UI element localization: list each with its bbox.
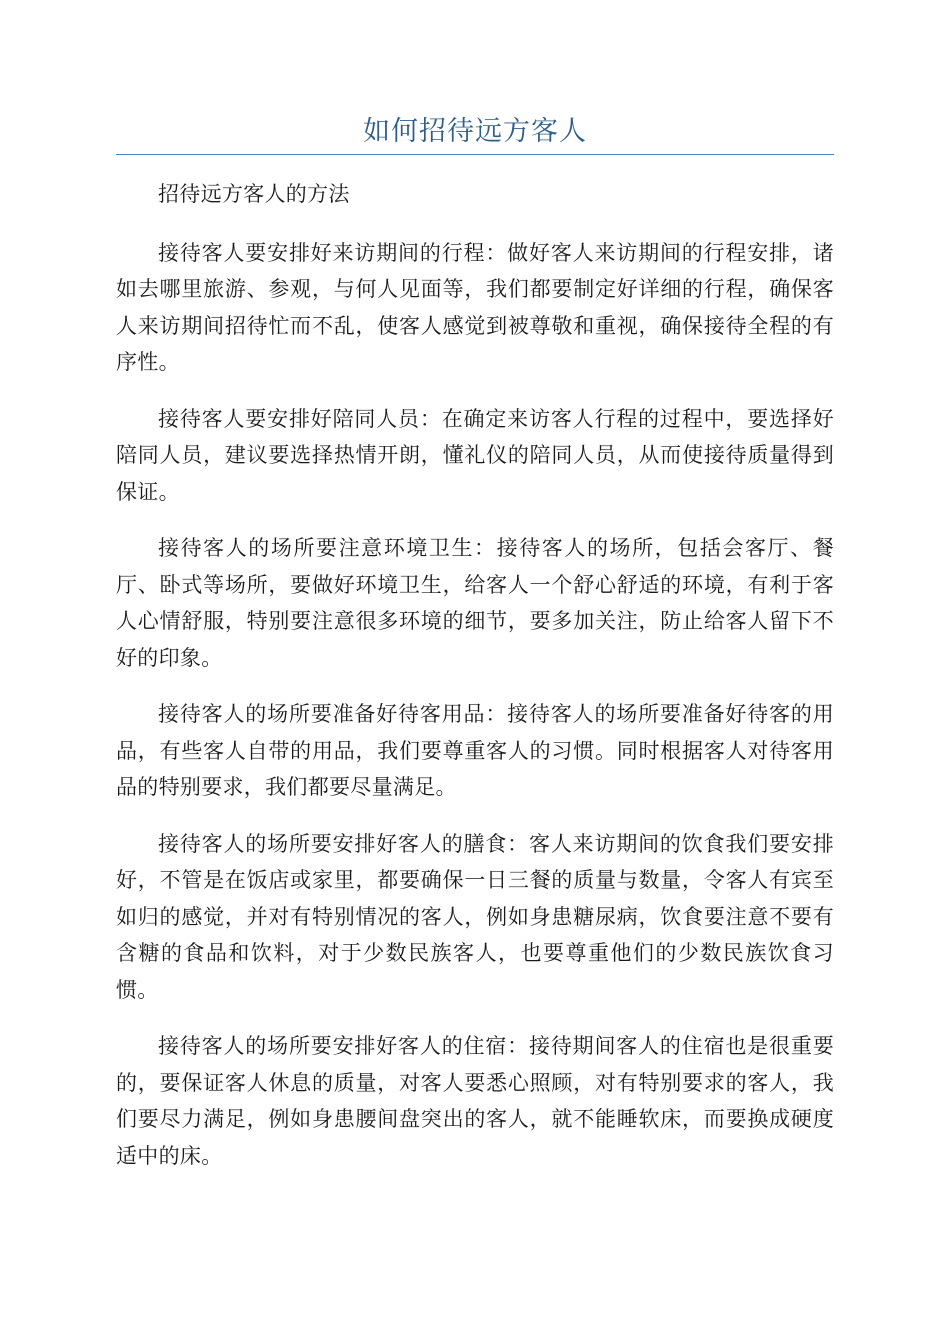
paragraph-hygiene: 接待客人的场所要注意环境卫生：接待客人的场所，包括会客厅、餐厅、卧式等场所，要做好环境卫生，给客人一个舒心舒适的环境，有利于客人心情舒服，特别要注意很多环境的细节，要多加关注，防止给客人留下不好的印象。 xyxy=(116,536,834,670)
section-subheading: 招待远方客人的方法 xyxy=(158,182,350,206)
paragraph-supplies: 接待客人的场所要准备好待客用品：接待客人的场所要准备好待客的用品，有些客人自带的用品，我们要尊重客人的习惯。同时根据客人对待客用品的特别要求，我们都要尽量满足。 xyxy=(116,702,834,799)
document-body xyxy=(116,176,834,1194)
document-title: 如何招待远方客人 xyxy=(363,116,587,147)
paragraph-accommodation: 接待客人的场所要安排好客人的住宿：接待期间客人的住宿也是很重要的，要保证客人休息的质量，对客人要悉心照顾，对有特别要求的客人，我们要尽力满足，例如身患腰间盘突出的客人，就不能睡软床，而要换成硬度适中的床。 xyxy=(116,1034,834,1168)
paragraph-meals: 接待客人的场所要安排好客人的膳食：客人来访期间的饮食我们要安排好，不管是在饭店或家里，都要确保一日三餐的质量与数量，令客人有宾至如归的感觉，并对有特别情况的客人，例如身患糖尿病，饮食要注意不要有含糖的食品和饮料，对于少数民族客人，也要尊重他们的少数民族饮食习惯。 xyxy=(116,831,834,1002)
title-underline xyxy=(116,154,834,155)
paragraph-escort-staff: 接待客人要安排好陪同人员：在确定来访客人行程的过程中，要选择好陪同人员，建议要选择热情开朗，懂礼仪的陪同人员，从而使接待质量得到保证。 xyxy=(116,406,834,504)
paragraph-itinerary: 接待客人要安排好来访期间的行程：做好客人来访期间的行程安排，诸如去哪里旅游、参观，与何人见面等，我们都要制定好详细的行程，确保客人来访期间招待忙而不乱，使客人感觉到被尊敬和重视，确保接待全程的有序性。 xyxy=(116,240,834,374)
